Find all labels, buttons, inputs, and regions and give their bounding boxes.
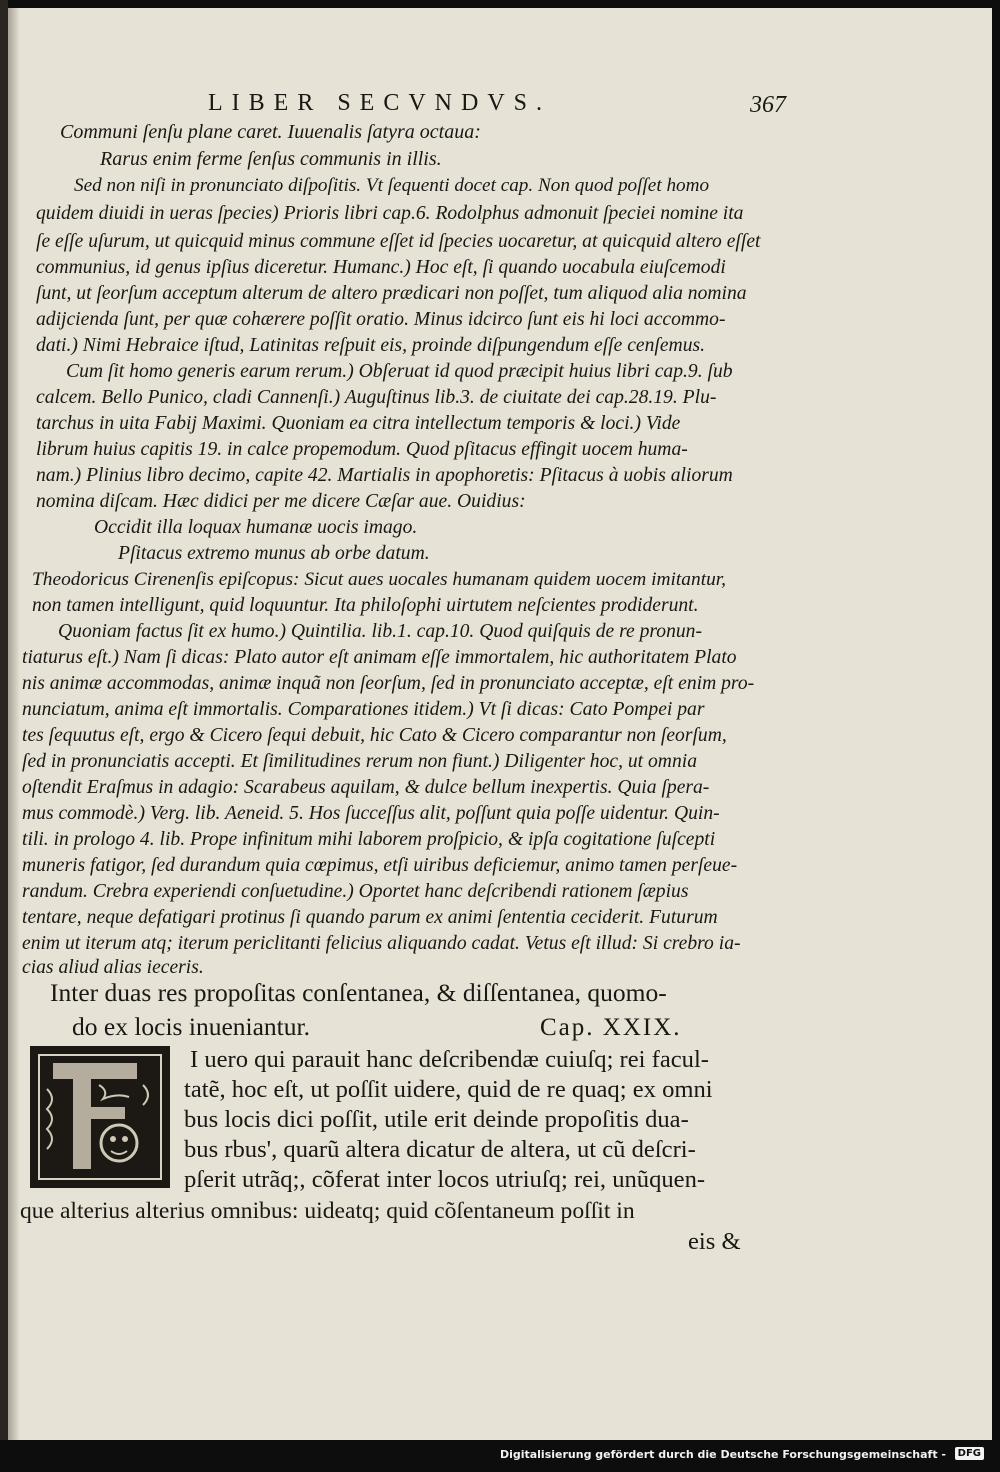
text-line: tili. in prologo 4. lib. Prope infinitum mihi laborem proſpicio, & ipſa cogitatione ſuſcepti xyxy=(22,829,716,850)
catchword: eis & xyxy=(688,1228,741,1255)
chapter-heading-cont: do ex locis inueniantur. xyxy=(72,1012,310,1041)
text-line: nunciatum, anima eſt immortalis. Comparationes itidem.) Vt ſi dicas: Cato Pompei par xyxy=(22,699,705,720)
chapter-number: Cap. XXIX. xyxy=(540,1014,682,1041)
body-text-line: bus rbus', quarũ altera dicatur de altera, ut cũ deſcri- xyxy=(184,1136,696,1163)
page-gutter-shadow xyxy=(8,8,20,1440)
body-text-line: I uero qui parauit hanc deſcribendæ cuiuſq; rei facul- xyxy=(190,1046,709,1073)
text-line: Cum ſit homo generis earum rerum.) Obſeruat id quod præcipit huius libri cap.9. ſub xyxy=(66,361,733,382)
text-line: Theodoricus Cirenenſis epiſcopus: Sicut aues uocales humanam quidem uocem imitantur, xyxy=(32,569,727,590)
book-page xyxy=(8,8,992,1440)
text-line: tes ſequutus eſt, ergo & Cicero ſequi debuit, hic Cato & Cicero comparantur non ſeorſum, xyxy=(22,725,727,746)
chapter-heading: Inter duas res propoſitas conſentanea, & diſſentanea, quomo- xyxy=(50,978,667,1007)
funding-credit: Digitalisierung gefördert durch die Deutsche Forschungsgemeinschaft - xyxy=(499,1448,946,1461)
running-head: LIBER SECVNDVS. xyxy=(208,90,552,116)
text-line: ſunt, ut ſeorſum acceptum alterum de altero prædicari non poſſet, tum aliquod alia nomina xyxy=(36,283,747,304)
text-line: calcem. Bello Punico, cladi Cannenſi.) Auguſtinus lib.3. de ciuitate dei cap.28.19. Plu- xyxy=(36,387,717,408)
text-line: mus commodè.) Verg. lib. Aeneid. 5. Hos ſucceſſus alit, poſſunt quia poſſe uidentur. Quin- xyxy=(22,803,720,824)
text-line: Communi ſenſu plane caret. Iuuenalis ſatyra octaua: xyxy=(60,121,481,143)
text-line: ſed in pronunciatis accepti. Et ſimilitudines rerum non fiunt.) Diligenter hoc, ut omnia xyxy=(22,751,697,772)
dfg-logo-icon: DFG xyxy=(955,1447,984,1460)
text-line: communius, id genus ipſius diceretur. Humanc.) Hoc eſt, ſi quando uocabula eiuſcemodi xyxy=(36,257,726,278)
body-text-line: bus locis dici poſſit, utile erit deinde propoſitis dua- xyxy=(184,1106,689,1133)
book-spine-edge xyxy=(0,0,8,1440)
text-line: tiaturus eſt.) Nam ſi dicas: Plato autor eſt animam eſſe immortalem, hic authoritatem Plato xyxy=(22,647,737,668)
text-line: quidem diuidi in ueras ſpecies) Prioris libri cap.6. Rodolphus admonuit ſpeciei nomine ita xyxy=(36,203,744,224)
body-text-line: tatẽ, hoc eſt, ut poſſit uidere, quid de re quaq; ex omni xyxy=(184,1076,713,1103)
text-line: nis animæ accommodas, animæ inquã non ſeorſum, ſed in pronunciato acceptæ, eſt enim pro- xyxy=(22,673,755,694)
text-line: librum huius capitis 19. in calce propemodum. Quod pſitacus effingit uocem huma- xyxy=(36,439,688,460)
text-line: nam.) Plinius libro decimo, capite 42. Martialis in apophoretis: Pſitacus à uobis aliorum xyxy=(36,465,733,486)
text-line: cias aliud alias ieceris. xyxy=(22,957,204,978)
text-line: muneris fatigor, ſed durandum quia cœpimus, etſi uiribus deficiemur, animo tamen perſeue- xyxy=(22,855,738,876)
body-text-line: pſerit utrãq;, cõferat inter locos utriuſq; rei, unũquen- xyxy=(184,1166,706,1193)
decorated-initial-icon xyxy=(30,1046,170,1188)
text-line: Quoniam factus ſit ex humo.) Quintilia. lib.1. cap.10. Quod quiſquis de re pronun- xyxy=(58,621,703,642)
text-line: tentare, neque defatigari protinus ſi quando parum ex animi ſententia ceciderit. Futurum xyxy=(22,907,718,928)
verse-line: Pſitacus extremo munus ab orbe datum. xyxy=(118,543,430,564)
text-line: oſtendit Eraſmus in adagio: Scarabeus aquilam, & dulce bellum inexpertis. Quia ſpera- xyxy=(22,777,710,798)
digitization-footer xyxy=(8,1440,992,1472)
text-line: Sed non niſi in pronunciato diſpoſitis. Vt ſequenti docet cap. Non quod poſſet homo xyxy=(74,175,710,196)
verse-line: Rarus enim ferme ſenſus communis in illis. xyxy=(100,148,442,170)
text-line: ſe eſſe uſurum, ut quicquid minus commune eſſet id ſpecies uocaretur, at quicquid altero eſſet xyxy=(36,231,761,252)
text-line: nomina diſcam. Hæc didici per me dicere Cæſar aue. Ouidius: xyxy=(36,491,526,512)
text-line: randum. Crebra experiendi conſuetudine.) Oportet hanc deſcribendi rationem ſæpius xyxy=(22,881,689,902)
text-line: tarchus in uita Fabij Maximi. Quoniam ea citra intellectum temporis & loci.) Vide xyxy=(36,413,681,434)
body-text-line: que alterius alterius omnibus: uideatq; quid cõſentaneum poſſit in xyxy=(20,1198,635,1224)
page-number: 367 xyxy=(750,92,786,118)
text-line: enim ut iterum atq; iterum periclitanti felicius aliquando cadat. Vetus eſt illud: Si crebro ia- xyxy=(22,933,741,954)
text-line: dati.) Nimi Hebraice iſtud, Latinitas reſpuit eis, proinde diſpungendum eſſe cenſemus. xyxy=(36,335,706,356)
verse-line: Occidit illa loquax humanæ uocis imago. xyxy=(94,517,418,538)
text-line: non tamen intelligunt, quid loquuntur. Ita philoſophi uirtutem neſcientes prodiderunt. xyxy=(32,595,699,616)
text-line: adijcienda ſunt, per quæ cohærere poſſit oratio. Minus idcirco ſunt eis hi loci accommo- xyxy=(36,309,726,330)
